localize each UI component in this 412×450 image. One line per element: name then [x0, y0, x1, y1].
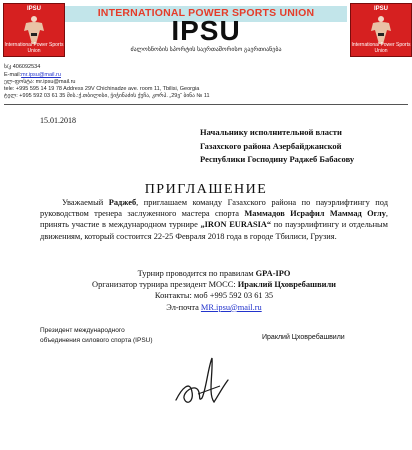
body-text: по пауэрлифтингу и отдельным движениям, который состоится 22-25 Февраля 2018 года в городе Тбилиси, Грузия. [40, 220, 388, 241]
phone-address-line: tele: +995 595 14 19 78 Address 29V Chichinadze ave. room 11, Tbilisi, Georgia [4, 86, 200, 92]
email-label: E-mail: [4, 72, 22, 78]
addressee-block [200, 126, 410, 167]
contacts-line: Контакты: моб +995 592 03 61 35 [154, 291, 274, 301]
coach-name: Маммадов Исрафил Маммад Оглу [244, 209, 386, 219]
bodybuilder-icon [22, 15, 46, 45]
organizer-label: Организатор турнира президент МОСС: [92, 280, 238, 290]
logo-tagline: International Power Sports Union [351, 42, 411, 54]
georgian-email-line: ელ-ფოსტა: mr.ipsu@mail.ru [4, 79, 76, 85]
addressee-line: Республики Господину Раджеб Бабасову [200, 154, 355, 164]
email-link[interactable]: mr.ipsu@mail.ru [21, 72, 61, 78]
ipsu-logo-right [350, 3, 412, 57]
addressee-name: Раджеб [108, 198, 137, 207]
president-title-line: Президент международного [40, 327, 125, 334]
signer-name: Ираклий Цховребашвили [262, 334, 345, 341]
email-contact-label: Эл-почта [166, 302, 201, 312]
letterhead-title: IPSU [171, 15, 241, 46]
logo-caption: IPSU [26, 6, 41, 12]
tournament-name: „IRON EURASIA“ [200, 220, 272, 230]
addressee-line: Начальнику исполнительной власти [200, 127, 342, 137]
letter-date: 15.01.2018 [40, 116, 76, 125]
header-divider [4, 104, 408, 105]
email-contact-line [40, 302, 388, 313]
organizer-line [40, 279, 388, 290]
rules-line [40, 268, 388, 279]
president-title [40, 326, 153, 346]
body-text: Уважаемый [62, 198, 109, 207]
letter-heading: ПРИГЛАШЕНИЕ [144, 182, 268, 197]
banner-text: INTERNATIONAL POWER SPORTS UNION [97, 7, 315, 19]
ipsu-logo-left [3, 3, 65, 57]
georgian-address-line: ტელ: +995 592 03 61 35 მის.:ქ.თბილისი, ჭიჭინაძის ქუჩა, კორპ. „29ვ“ ბინა № 11 [4, 93, 210, 99]
georgian-subtitle: ძალოსნობის სპორტის საერთაშორისო გაერთიანება [130, 47, 282, 53]
invitation-body [40, 197, 388, 242]
registration-number: ს/კ 406092534 [4, 64, 41, 70]
organizer-name: Ираклий Цховребашвили [237, 280, 336, 290]
body-text: , приглашаем команду Газахского района по пауэрлифтингу под руководством тренера заслуженного мастера спорта [40, 198, 388, 219]
bodybuilder-icon [369, 15, 393, 45]
logo-tagline: International Power Sports Union [4, 42, 64, 54]
email-line [4, 72, 61, 78]
tournament-details [40, 268, 388, 313]
president-title-line: объединения силового спорта (IPSU) [40, 337, 153, 344]
body-text: , принять участие в международном турнире [40, 209, 388, 230]
addressee-line: Газахского района Азербайджанской [200, 140, 342, 151]
rules-name: GPA-IPO [255, 269, 291, 278]
rules-label: Турнир проводится по правилам [137, 269, 256, 278]
logo-caption: IPSU [373, 6, 388, 12]
handwritten-signature [168, 350, 238, 410]
organizer-email-link[interactable]: MR.ipsu@mail.ru [200, 302, 262, 312]
